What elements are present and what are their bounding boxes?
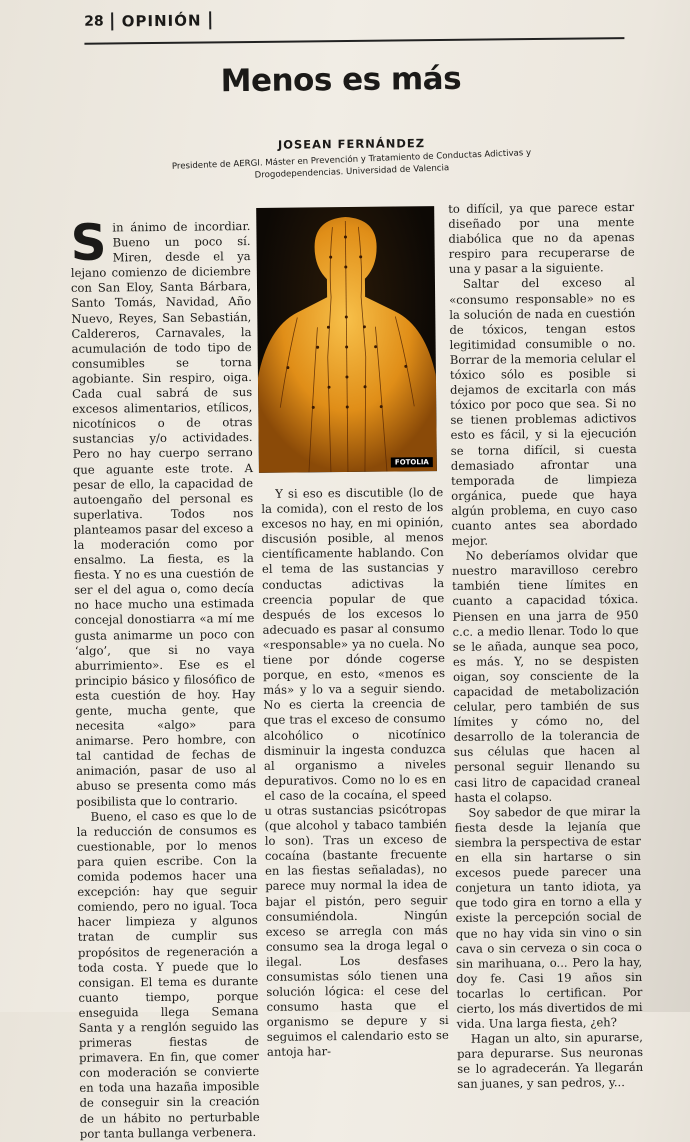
paragraph: Hagan un alto, sin apurarse, para depurarse. Sus neuronas se lo agradecerán. Ya llegarán san juanes, y san pedros, y... (456, 1030, 644, 1092)
drop-cap: S (70, 213, 107, 272)
article-column-1 (70, 213, 260, 1142)
header-divider (112, 12, 114, 30)
article-column-3 (448, 200, 643, 1092)
author-bio: Presidente de AERGI. Máster en Prevención y Tratamiento de Conductas Adictivas y Drogodependencias. Universidad de Valencia (171, 148, 532, 181)
article-column-2 (261, 485, 449, 1060)
photo-credit: FOTOLIA (391, 457, 433, 467)
paragraph: Y si eso es discutible (lo de la comida), con el resto de los excesos no hay, en mi opinión, discusión posible, al menos científicamente hablando. Con el tema de las sustancias y conductas adictivas la creencia popular de que después de los excesos lo adecuado es pasar al consumo «responsable» ya no cuela. No tiene por dónde cogerse porque, en esto, «menos es más» y lo va a seguir siendo. No es cierta la creencia de que tras el exceso de consumo alcohólico o nicotínico disminuir la ingesta conduzca al organismo a niveles depurativos. Como no lo es en el caso de la cocaína, el speed u otras sustancias psicótropas (que alcohol y tabaco también lo son). Tras un exceso de cocaína (bastante frecuente en las fiestas señaladas), no parece muy normal la idea de bajar el pistón, pero seguir consumiéndola. Ningún exceso se arregla con más consumo sea la droga legal o ilegal. Los desfases consumistas sólo tienen una solución lógica: el cese del consumo hasta que el organismo se depure y si seguimos el calendario esto se antoja har- (261, 484, 449, 1060)
header-rule (84, 37, 624, 45)
article-headline: Menos es más (220, 60, 462, 100)
page-number: 28 (84, 13, 104, 30)
paragraph-text: in ánimo de incordiar. Bueno un poco sí. Miren, desde el ya lejano comienzo de diciembre con San Eloy, Santa Bárbara, Santo Tomás, Navidad, Año Nuevo, Reyes, San Sebastián, Caldereros, Carnavales, la acumulación de todo tipo de consumibles se torna agobiante. Sin respiro, oiga. Cada cual sabrá de sus excesos alimentarios, etílicos, nicotínicos o de otras sustancias y/o actividades. Pero no hay cuerpo serrano que aguante este trote. A pesar de ello, la capacidad de autoengaño del personal es superlativa. Todos nos planteamos pasar del exceso a la moderación como por ensalmo. La fiesta, es la fiesta. Y no es una cuestión de ser el del agua o, como decía no hace mucho una estimada concejal donostiarra «a mí me gusta animarme un poco con ‘algo’, que si no vaya aburrimiento». Ese es el principio básico y filosófico de esta cuestión de hoy. Hay gente, mucha gente, que necesita «algo» para animarse. Pero hombre, con tal cantidad de fechas de animación, pasar de uso al abuso se presenta como más posibilista que lo contrario. (70, 219, 257, 809)
paragraph: Soy sabedor de que mirar la fiesta desde la lejanía que siembra la perspectiva de estar en ella sin hartarse o sin excesos puede parecer una conjetura un tanto idiota, ya que todo gira en torno a ella y existe la percepción social de que no hay vida sin vino o sin cava o sin cerveza o sin coca o sin marihuana, o... Pero la hay, doy fe. Casi 19 años sin tocarlas lo certifican. Por cierto, los más divertidos de mi vida. Una larga fiesta, ¿eh? (454, 803, 643, 1031)
paragraph: Saltar del exceso al «consumo responsable» no es la solución de nada en cuestión de tóxicos, tengan estos legitimidad consumible o no. Borrar de la memoria celular el tóxico sólo es posible si dejamos de excitarla con más tóxico por poco que sea. Si no se tienen problemas adictivos esto es fácil, y si la ejecución se torna difícil, si cuesta demasiado afrontar una temporada de limpieza orgánica, puede que haya algún problema, en cuyo caso cuanto antes sea abordado mejor. (449, 275, 638, 548)
paragraph: Bueno, el caso es que lo de la reducción de consumos es cuestionable, por lo menos para quien escribe. Con la comida podemos hacer una excepción: hay que seguir comiendo, pero no igual. Toca hacer limpieza y algunos tratan de cumplir sus propósitos de regeneración a toda costa. Y puede que lo consigan. El tema es durante cuanto tiempo, porque enseguida llega Semana Santa y a renglón seguido las primeras fiestas de primavera. En fin, que comer con moderación se convierte en toda una hazaña imposible de conseguir sin la creación de un hábito no perturbable por tanta bullanga verbenera. (76, 807, 260, 1141)
author-name: JOSEAN FERNÁNDEZ (277, 136, 426, 152)
paragraph: to difícil, ya que parece estar diseñado por una mente diabólica que no da apenas respiro para recuperarse de una y pasar a la siguiente. (448, 199, 635, 277)
photo-illustration (256, 206, 437, 473)
acupuncture-body-photo (256, 206, 437, 473)
paragraph (70, 213, 257, 810)
paragraph: No deberíamos olvidar que nuestro maravilloso cerebro también tiene límites en cuanto a capacidad tóxica. Piensen en una jarra de 950 c.c. a medio llenar. Todo lo que se le añada, aunque sea poco, es más. Y, no se despisten oigan, soy consciente de la capacidad de metabolización celular, pero también de sus límites y cómo no, del desarrollo de la tolerancia de sus células que hacen al personal seguir llenando su casi litro de capacidad craneal hasta el colapso. (451, 547, 641, 805)
byline (161, 135, 541, 180)
header-divider (209, 11, 211, 29)
section-title: OPINIÓN (121, 11, 202, 31)
page-header (84, 11, 211, 30)
